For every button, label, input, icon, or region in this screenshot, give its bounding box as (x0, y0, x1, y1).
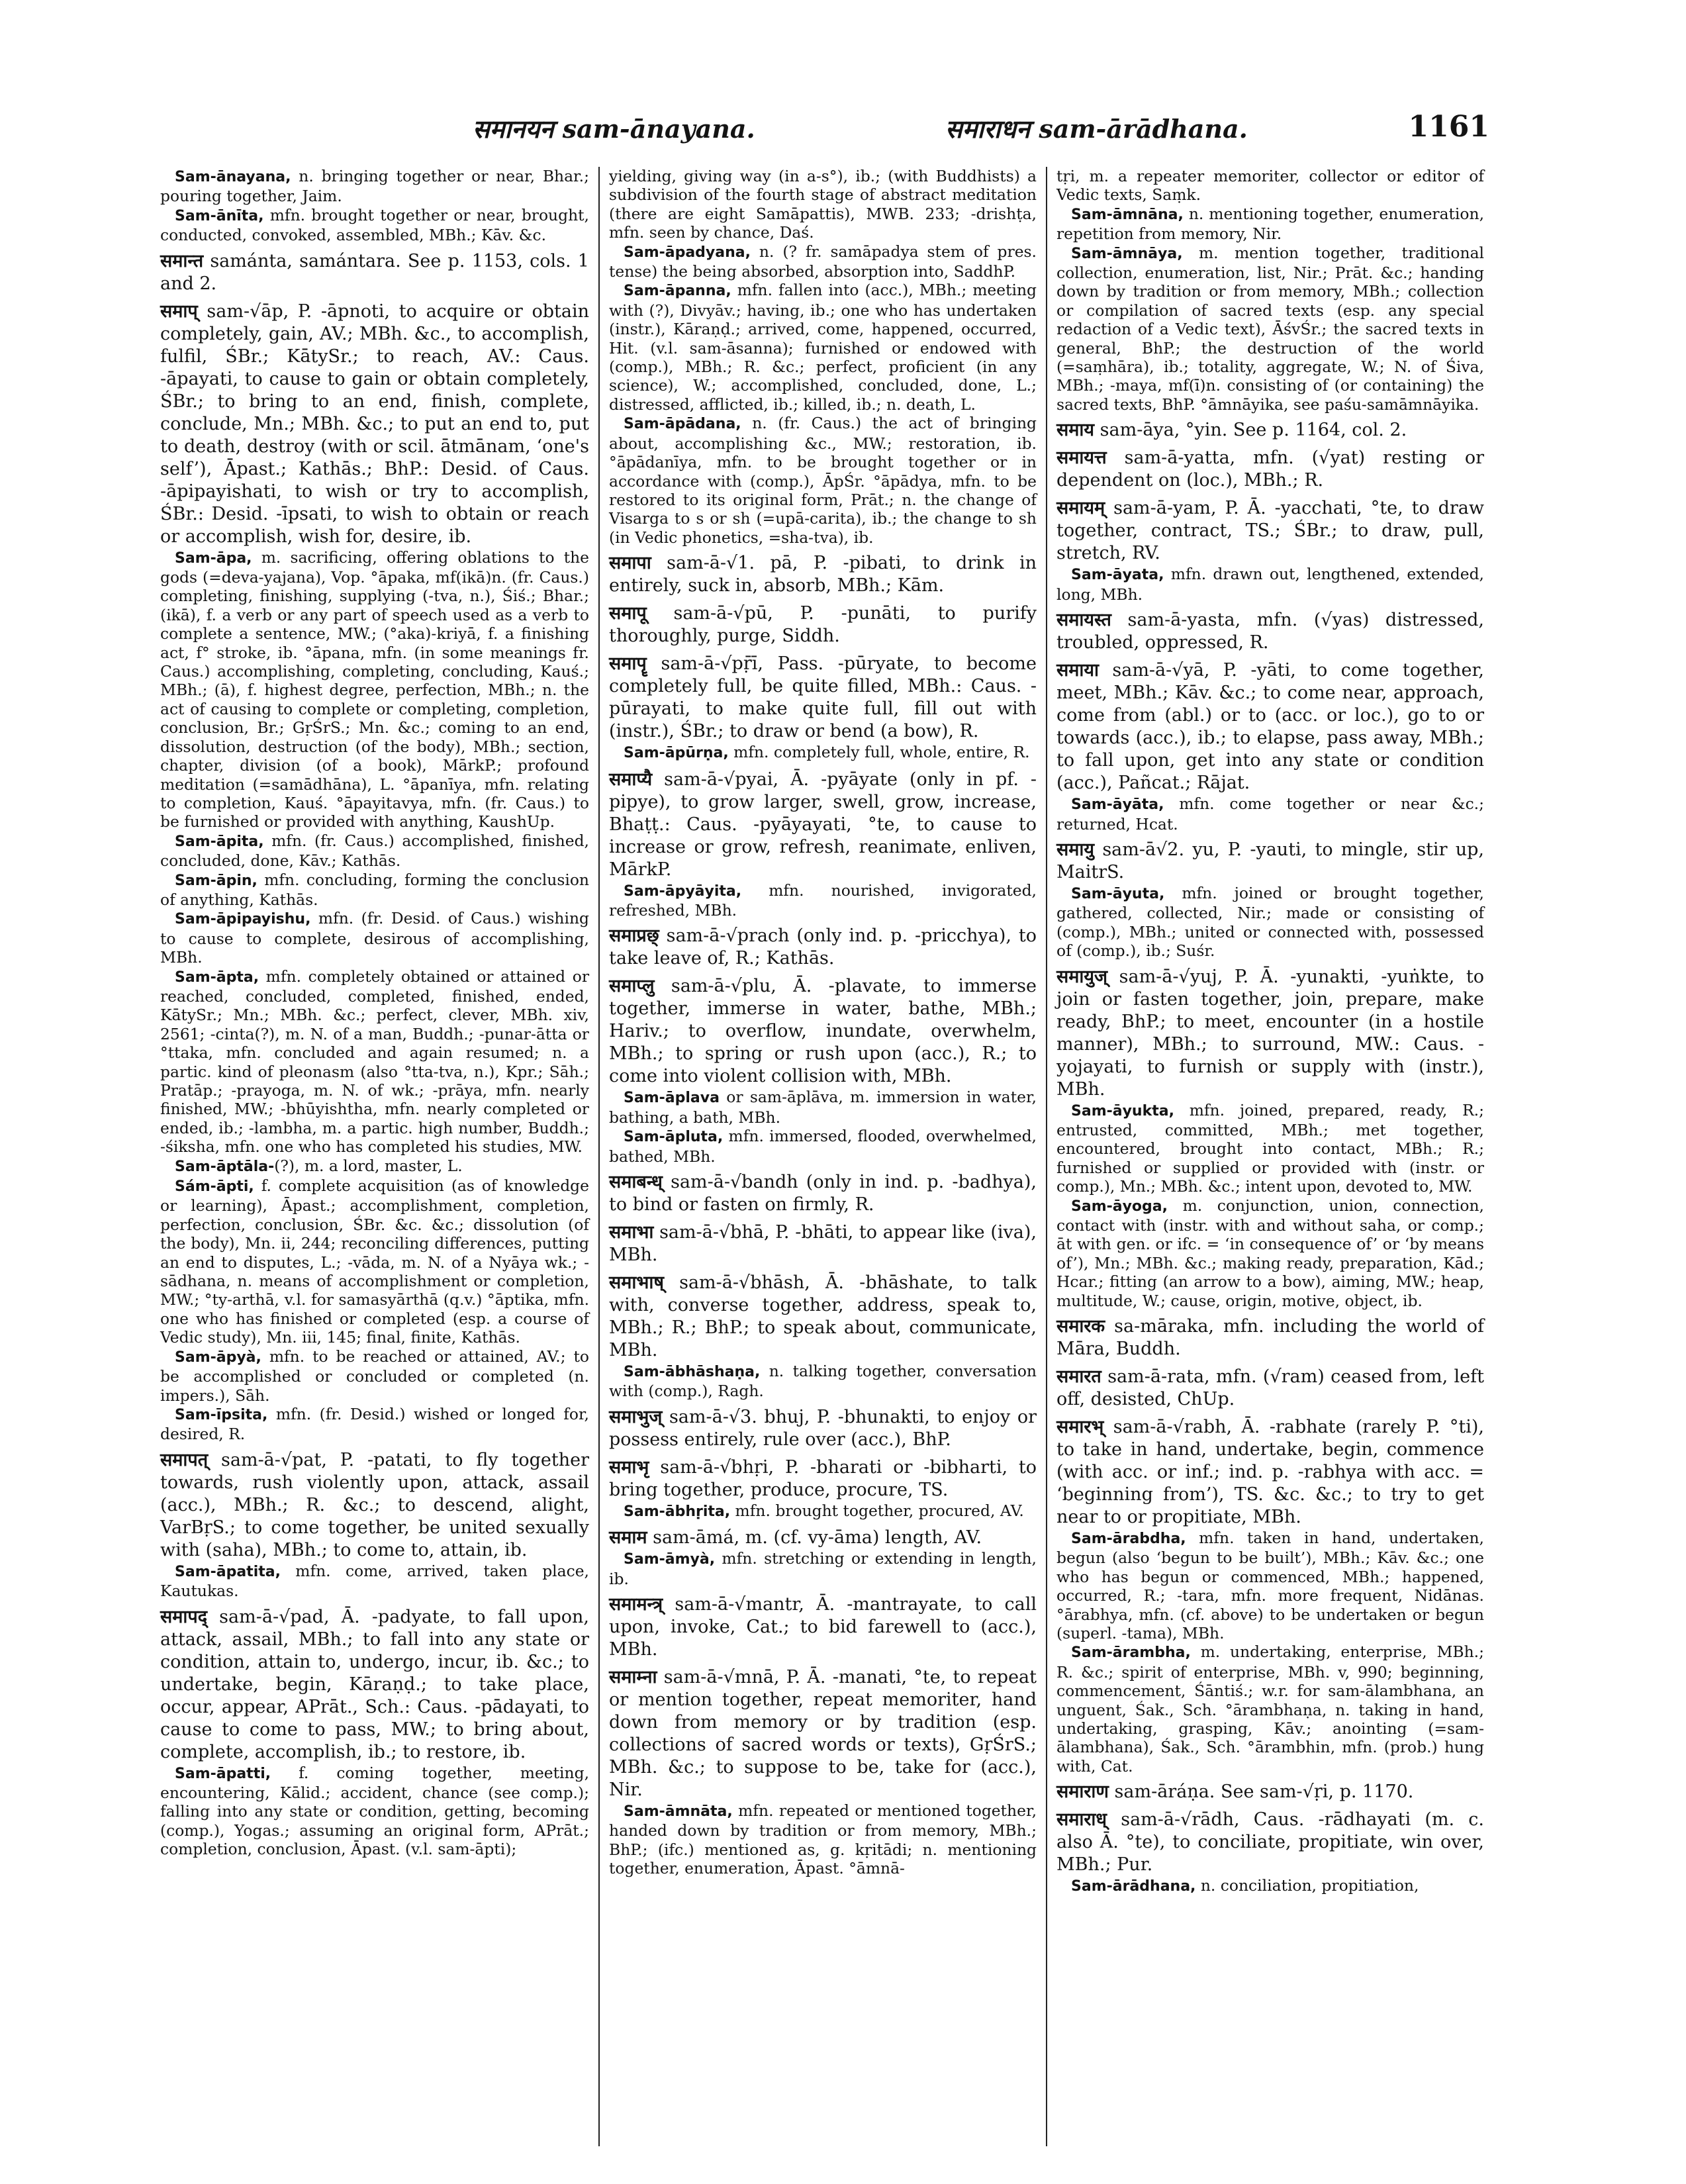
headword: Sam-ānayana, (175, 169, 291, 185)
entry-text: sam-ā-yatta, mfn. (√yat) resting or dependent on (loc.), MBh.; R. (1056, 448, 1484, 491)
entry-text: mfn. come, arrived, taken place, Kautukas. (160, 1561, 589, 1601)
root-entry (1056, 497, 1484, 565)
entry-text: sam-ā-√bhṛi, P. -bharati or -bibharti, to bring together, produce, procure, TS. (609, 1456, 1037, 1500)
headword: Sam-āpādana, (624, 416, 741, 433)
devanagari-headword: समाराण (1056, 1781, 1109, 1803)
devanagari-headword: समायत्त (1056, 448, 1107, 469)
root-entry (1056, 1366, 1484, 1411)
devanagari-headword: समाराध् (1056, 1809, 1107, 1830)
entry-text: sam-ā-yam, P. Ā. -yacchati, °te, to draw together, contract, TS.; ŚBr.; to draw, pull, stretch, RV. (1056, 498, 1484, 564)
devanagari-headword: समारत (1056, 1366, 1101, 1387)
devanagari-headword: समाप्लु (609, 976, 655, 997)
headword: Sam-āmnāta, (624, 1803, 733, 1820)
root-entry (1056, 1781, 1484, 1803)
entry-text: mfn. nourished, invigorated, refreshed, MBh. (609, 880, 1037, 920)
headword: Sam-īpsita, (175, 1406, 268, 1423)
entry-text: sa-māraka, mfn. including the world of Māra, Buddh. (1056, 1316, 1484, 1359)
entry-text: mfn. joined, prepared, ready, R.; entrusted, committed, MBh.; met together, encountered, brought into contact, MBh.; R.; furnished or supplied or provided with (instr. or comp.), Mn.; MBh. &c.; intent upon, devoted to, MW. (1056, 1100, 1484, 1196)
headword: Sam-āpa, (175, 549, 252, 567)
headword: Sam-āyukta, (1071, 1102, 1174, 1119)
entry-text: (?), m. a lord, master, L. (274, 1156, 463, 1175)
entry-text: sam-ā-yasta, mfn. (√yas) distressed, troubled, oppressed, R. (1056, 610, 1484, 653)
devanagari-headword: समाय (1056, 420, 1095, 441)
root-entry (609, 769, 1037, 881)
headword: Sam-āpatita, (175, 1563, 281, 1580)
headword: Sam-āpadyana, (624, 244, 751, 261)
entry-text: mfn. (fr. Caus.) accomplished, finished, concluded, done, Kāv.; Kathās. (160, 831, 589, 871)
entry-text: sam-ā-√prach (only ind. p. -pricchya), to take leave of, R.; Kathās. (609, 926, 1037, 969)
headword: Sám-āpti, (175, 1178, 254, 1196)
entry-text: sam-ā-√pad, Ā. -padyate, to fall upon, attack, assail, MBh.; to fall into any state or condition, attain to, undergo, incur, ib. &c.; to undertake, begin, Kāraṇḍ.; to take place, occur, appear, APrāt., Sch.: Caus. -pādayati, to cause to come to pass, MW.; to bring about, complete, accomplish, ib.; to restore, ib. (160, 1606, 589, 1762)
dictionary-entry (1056, 1196, 1484, 1310)
dictionary-entry (160, 1157, 589, 1176)
entry-text: mfn. come together or near &c.; returned, Hcat. (1056, 794, 1484, 833)
dictionary-entry (609, 414, 1037, 547)
entry-text: n. conciliation, propitiation, (1195, 1876, 1419, 1895)
entry-text: f. complete acquisition (as of knowledge or learning), Āpast.; accomplishment, completion, perfection, conclusion, ŚBr. &c. &c.; dissolution (of the body), Mn. ii, 244; reconciling differences, putting an end to disputes, L.; -vāda, m. N. of a Nyāya wk.; -sādhana, n. means of accomplishment or completion, MW.; °ty-arthā, v.l. for samasyārthā (q.v.) °āptika, mfn. one who has finished or completed (esp. a course of Vedic study), Mn. iii, 145; final, finite, Kathās. (160, 1176, 589, 1347)
column-2 (598, 167, 1046, 2146)
entry-text: sam-āráṇa. See sam-√ṛi, p. 1170. (1108, 1781, 1414, 1803)
headword: Sam-āyoga, (1071, 1198, 1168, 1215)
entry-text: yielding, giving way (in a-s°), ib.; (with Buddhists) a subdivision of the fourth stage of abstract meditation (there are eight Samāpattis), MWB. 233; -drishṭa, mfn. seen by chance, Daś. (609, 167, 1037, 242)
headword: Sam-āyata, (1071, 567, 1164, 584)
dictionary-entry (160, 167, 589, 206)
headword: Sam-ārabdha, (1071, 1531, 1186, 1547)
entry-text: sam-ā-√pū, P. -punāti, to purify thoroughly, purge, Siddh. (609, 603, 1037, 647)
headword: Sam-āyāta, (1071, 796, 1164, 814)
entry-text: or sam-āplāva, m. immersion in water, bathing, a bath, MBh. (609, 1088, 1037, 1127)
root-entry (609, 1456, 1037, 1501)
dictionary-entry (160, 548, 589, 831)
headword: Sam-āyuta, (1071, 885, 1165, 902)
devanagari-headword: समाप् (160, 301, 198, 322)
headword: Sam-āpatti, (175, 1765, 271, 1782)
headword: Sam-āpin, (175, 872, 258, 889)
devanagari-headword: समामन्त्र् (609, 1594, 663, 1615)
dictionary-entry (1056, 1529, 1484, 1642)
entry-text: sam-ā-rata, mfn. (√ram) ceased from, left off, desisted, ChUp. (1056, 1366, 1484, 1409)
root-entry (1056, 1416, 1484, 1529)
dictionary-entry (609, 1549, 1037, 1588)
entry-text: sam-ā-√plu, Ā. -plavate, to immerse together, immerse in water, bathe, MBh.; Hariv.; to overflow, inundate, overwhelm, MBh.; to spring or rush upon (acc.), R.; to come into violent collision with, MBh. (609, 976, 1037, 1087)
entry-text: m. sacrificing, offering oblations to the gods (=deva-yajana), Vop. °āpaka, mf(ikā)n. (fr. Caus.) completing, finishing, supplying (-tva, n.), Śiś.; Bhar.; (ikā), f. a verb or any part of speech used as a verb to complete a sentence, MW.; (°aka)-kriyā, f. a finishing act, f° stroke, ib. °āpana, mfn. (in some meanings fr. Caus.) accomplishing, completing, concluding, Kauś.; MBh.; (ā), f. highest degree, perfection, MBh.; n. the act of causing to complete or completing, completion, conclusion, Br.; GṛŚrS.; Mn. &c.; coming to an end, dissolution, destruction (of the body), MBh.; section, chapter, division (of a book), MārkP.; profound meditation (=samādhāna), L. °āpanīya, mfn. relating to completion, Kauś. °āpayitavya, mfn. (fr. Caus.) to be furnished or provided with anything, KaushUp. (160, 547, 589, 831)
dictionary-entry (609, 1801, 1037, 1878)
devanagari-headword: समाम (609, 1527, 647, 1548)
entry-text: mfn. brought together, procured, AV. (730, 1501, 1024, 1520)
entry-text: mfn. drawn out, lengthened, extended, long, MBh. (1056, 565, 1484, 604)
dictionary-entry (160, 1347, 589, 1405)
headword: Sam-āpipayishu, (175, 911, 311, 928)
dictionary-entry (609, 743, 1037, 763)
entry-text: sam-ā-√bandh (only in ind. p. -badhya), to bind or fasten on firmly, R. (609, 1171, 1037, 1215)
root-entry (1056, 659, 1484, 794)
devanagari-headword: समायु (1056, 839, 1095, 860)
dictionary-entry (609, 242, 1037, 281)
dictionary-entry (1056, 1876, 1484, 1896)
entry-text: sam-ā-√mnā, P. Ā. -manati, °te, to repeat or mention together, repeat memoriter, hand down from memory or by tradition (esp. collections of sacred words or texts), GṛŚrS.; MBh. &c.; to suppose to be, take for (acc.), Nir. (609, 1667, 1037, 1800)
dictionary-entry (1056, 244, 1484, 414)
entry-text: sam-ā-√rādh, Caus. -rādhayati (m. c. also Ā. °te), to conciliate, propitiate, win over, MBh.; Pur. (1056, 1809, 1484, 1875)
entry-text: mfn. taken in hand, undertaken, begun (also ‘begun to be built’), MBh.; Kāv. &c.; one who has begun or commenced, MBh.; happened, occurred, R.; -tara, mfn. more frequent, Nidānas. °ārabhya, mfn. (cf. above) to be undertaken or begun (superl. -tama), MBh. (1056, 1529, 1484, 1643)
devanagari-headword: समाभुज् (609, 1406, 663, 1427)
entry-text: sam-ā-√3. bhuj, P. -bhunakti, to enjoy or possess entirely, rule over (acc.), BhP. (609, 1406, 1037, 1450)
devanagari-headword: समायुज् (1056, 966, 1108, 987)
headword: Sam-āpita, (175, 833, 264, 850)
root-entry (609, 602, 1037, 647)
root-entry (1056, 1315, 1484, 1360)
dictionary-entry (160, 1176, 589, 1347)
root-entry (160, 1606, 589, 1764)
entry-text: n. bringing together or near, Bhar.; pouring together, Jaim. (160, 167, 589, 206)
headword: Sam-āmyà, (624, 1551, 716, 1568)
entry-text: sam-ā-√pṝī, Pass. -pūryate, to become completely full, be quite filled, MBh.: Caus. -pūrayati, to make quite full, fill out with (instr.), ŚBr.; to draw or bend (a bow), R. (609, 653, 1037, 742)
root-entry (1056, 1809, 1484, 1876)
text-columns (151, 167, 1495, 2146)
entry-text: mfn. repeated or mentioned together, handed down by tradition or from memory, MBh.; BhP.; (ifc.) mentioned as, g. kṛitādi; n. mentioning together, enumeration, Āpast. °āmnā- (609, 1801, 1037, 1878)
dictionary-entry (160, 1562, 589, 1601)
headword: Sam-ānīta, (175, 207, 264, 224)
headword: Sam-ābhṛita, (624, 1503, 731, 1520)
dictionary-entry (609, 167, 1037, 242)
entry-text: n. (? fr. samāpadya stem of pres. tense) the being absorbed, absorption into, SaddhP. (609, 242, 1037, 281)
header-right-guideword: समाराधन sam-ārādhana. (945, 114, 1248, 144)
root-entry (609, 1272, 1037, 1362)
dictionary-entry (609, 881, 1037, 920)
root-entry (609, 1666, 1037, 1801)
dictionary-entry (609, 281, 1037, 414)
headword: Sam-āpta, (175, 969, 259, 986)
page-number: 1161 (1408, 110, 1489, 144)
dictionary-entry (1056, 565, 1484, 604)
root-entry (1056, 966, 1484, 1101)
dictionary-entry (1056, 167, 1484, 205)
entry-text: mfn. (fr. Desid. of Caus.) wishing to cause to complete, desirous of accomplishing, MBh. (160, 909, 589, 967)
entry-text: sam-ā-√yā, P. -yāti, to come together, meet, MBh.; Kāv. &c.; to come near, approach, come from (abl.) or to (acc. or loc.), go to or towards (acc.), ib.; to elapse, pass away, MBh.; to fall upon, get into any state or condition (acc.), Pañcat.; Rājat. (1056, 660, 1484, 794)
devanagari-headword: समान्त (160, 250, 204, 271)
headword: Sam-āplava (624, 1090, 720, 1107)
devanagari-headword: समापत् (160, 1449, 209, 1470)
entry-text: sam-ā-√pyai, Ā. -pyāyate (only in pf. -pipye), to grow larger, swell, grow, increase, Bhaṭṭ.: Caus. -pyāyayati, °te, to cause to increase or grow, refresh, reanimate, enliven, MārkP. (609, 769, 1037, 880)
root-entry (609, 1221, 1037, 1266)
root-entry (609, 975, 1037, 1088)
headword: Sam-āpyà, (175, 1349, 261, 1366)
root-entry (160, 1449, 589, 1562)
root-entry (1056, 447, 1484, 492)
root-entry (609, 653, 1037, 743)
headword: Sam-āmnāna, (1071, 206, 1184, 223)
devanagari-headword: समापा (609, 553, 651, 574)
entry-text: samánta, samántara. See p. 1153, cols. 1 and 2. (160, 250, 589, 294)
devanagari-headword: समापू (609, 603, 647, 624)
entry-text: sam-√āp, P. -āpnoti, to acquire or obtain completely, gain, AV.; MBh. &c., to accomplish, fulfil, ŚBr.; KātySr.; to reach, AV.: Caus. -āpayati, to cause to gain or obtain completely, ŚBr.; to bring to an end, finish, complete, conclude, Mn.; MBh. &c.; to put an end to, put to death, destroy (with or scil. ātmānam, ‘one's self’), Āpast.; Kathās.; BhP.: Desid. of Caus. -āpipayishati, to wish or try to accomplish, ŚBr.: Desid. -īpsati, to wish to obtain or reach or accomplish, wish for, desire, ib. (160, 301, 589, 547)
dictionary-entry (1056, 1642, 1484, 1776)
dictionary-entry (160, 967, 589, 1157)
headword: Sam-āpanna, (624, 283, 731, 300)
entry-text: mfn. fallen into (acc.), MBh.; meeting with (?), Divyāv.; having, ib.; one who has undertaken (instr.), Kāraṇḍ.; arrived, come, happened, occurred, Hit. (v.l. sam-āsanna); furnished or endowed with (comp.), MBh.; R. &c.; perfect, proficient (in any science), W.; accomplished, concluded, done, L.; distressed, afflicted, ib.; killed, ib.; n. death, L. (609, 281, 1037, 414)
entry-text: sam-ā-√yuj, P. Ā. -yunakti, -yuṅkte, to join or fasten together, join, prepare, make ready, BhP.; to meet, encounter (in a hostile manner), MBh.; to surround, MW.: Caus. -yojayati, to furnish or supply with (instr.), MBh. (1056, 966, 1484, 1100)
headword: Sam-āpūrṇa, (624, 745, 729, 762)
dictionary-entry (1056, 205, 1484, 244)
column-3 (1046, 167, 1493, 2146)
devanagari-headword: समायम् (1056, 498, 1105, 519)
headword: Sam-ābhāshaṇa, (624, 1363, 761, 1380)
headword: Sam-āpluta, (624, 1129, 724, 1146)
entry-text: mfn. stretching or extending in length, ib. (609, 1549, 1037, 1588)
entry-text: sam-ā-√mantr, Ā. -mantrayate, to call upon, invoke, Cat.; to bid farewell to (acc.), MBh. (609, 1594, 1037, 1660)
dictionary-entry (1056, 884, 1484, 961)
entry-text: n. mentioning together, enumeration, repetition from memory, Nir. (1056, 204, 1484, 244)
root-entry (609, 552, 1037, 597)
column-1 (151, 167, 598, 2146)
root-entry (1056, 839, 1484, 884)
entry-text: sam-ā-√pat, P. -patati, to fly together towards, rush violently upon, attack, assail (acc.), MBh.; R. &c.; to descend, alight, VarBṛS.; to come together, be united sexually with (saha), MBh.; to come to, attain, ib. (160, 1449, 589, 1560)
entry-text: tṛi, m. a repeater memoriter, collector or editor of Vedic texts, Saṃk. (1056, 167, 1484, 205)
entry-text: sam-ā-√rabh, Ā. -rabhate (rarely P. °ti), to take in hand, undertake, begin, commence (with acc. or inf.; ind. p. -rabhya with acc. = ‘beginning from’), TS. &c. &c.; to try to get near to or propitiate, MBh. (1056, 1417, 1484, 1527)
entry-text: m. undertaking, enterprise, MBh.; R. &c.; spirit of enterprise, MBh. v, 990; beginning, commencement, Śāntiś.; w.r. for sam-ālambhana, an unguent, Śak., Sch. °ārambhaṇa, n. taking in hand, undertaking, grasping, Kāv.; anointing (=sam-ālambhana), Śak., Sch. °ārambhin, mfn. (prob.) hung with, Cat. (1056, 1642, 1484, 1776)
devanagari-headword: समापद् (160, 1606, 208, 1627)
devanagari-headword: समाभृ (609, 1456, 649, 1478)
devanagari-headword: समारक (1056, 1316, 1105, 1337)
entry-text: mfn. brought together or near, brought, conducted, convoked, assembled, MBh.; Kāv. &c. (160, 205, 589, 245)
devanagari-headword: समाभाष् (609, 1272, 664, 1293)
dictionary-entry (160, 1405, 589, 1444)
entry-text: sam-āya, °yin. See p. 1164, col. 2. (1094, 420, 1407, 441)
headword: Sam-ārambha, (1071, 1644, 1191, 1662)
entry-text: sam-ā-√bhāsh, Ā. -bhāshate, to talk with, converse together, address, speak to, MBh.; R.; BhP.; to speak about, communicate, MBh. (609, 1272, 1037, 1360)
entry-text: mfn. completely obtained or attained or reached, concluded, completed, finished, ended, KātySr.; Mn.; MBh. &c.; perfect, clever, MBh. xiv, 2561; -cinta(?), m. N. of a man, Buddh.; -punar-ātta or °ttaka, mfn. concluded and again resumed; n. a partic. kind of pleonasm (also °tta-tva, n.), Kpr.; Sāh.; Pratāp.; -prayoga, m. N. of wk.; -prāya, mfn. nearly finished, MW.; -bhūyishtha, mfn. nearly completed or ended, ib.; -lambha, m. a partic. high number, Buddh.; -śiksha, mfn. one who has completed his studies, MW. (160, 967, 589, 1157)
root-entry (1056, 609, 1484, 654)
root-entry (609, 925, 1037, 970)
devanagari-headword: समाभा (609, 1221, 654, 1243)
entry-text: sam-ā-√bhā, P. -bhāti, to appear like (iva), MBh. (609, 1221, 1037, 1265)
devanagari-headword: समाप्रछ् (609, 926, 659, 947)
dictionary-entry (160, 909, 589, 967)
devanagari-headword: समारभ् (1056, 1417, 1104, 1437)
entry-text: m. mention together, traditional collection, enumeration, list, Nir.; Prāt. &c.; handing down by tradition or from memory, MBh.; collection or compilation of sacred texts (esp. any special redaction of a Vedic text), ĀśvŚr.; the sacred texts in general, BhP.; the destruction of the world (=saṃhāra), ib.; totality, aggregate, W.; N. of Śiva, MBh.; -maya, mf(ī)n. consisting of (or containing) the sacred texts, BhP. °āmnāyika, see paśu-samāmnāyika. (1056, 243, 1484, 414)
dictionary-entry (160, 1764, 589, 1859)
entry-text: mfn. concluding, forming the conclusion of anything, Kathās. (160, 870, 589, 909)
page-header (152, 111, 1503, 158)
dictionary-entry (160, 831, 589, 871)
entry-text: sam-ā-√1. pā, P. -pibati, to drink in entirely, suck in, absorb, MBh.; Kām. (609, 553, 1037, 596)
entry-text: mfn. completely full, whole, entire, R. (728, 743, 1030, 762)
entry-text: sam-āmá, m. (cf. vy-āma) length, AV. (647, 1527, 982, 1548)
root-entry (160, 301, 589, 548)
dictionary-entry (160, 871, 589, 910)
dictionary-entry (1056, 1101, 1484, 1196)
dictionary-entry (609, 1127, 1037, 1166)
entry-text: sam-ā√2. yu, P. -yauti, to mingle, stir up, MaitrS. (1056, 839, 1484, 882)
headword: Sam-āpyāyita, (624, 882, 742, 900)
headword: Sam-āmnāya, (1071, 245, 1183, 262)
devanagari-headword: समाया (1056, 660, 1100, 681)
header-left-guideword: समानयन sam-ānayana. (473, 114, 755, 144)
dictionary-entry (609, 1501, 1037, 1521)
root-entry (609, 1171, 1037, 1216)
root-entry (160, 250, 589, 295)
root-entry (1056, 419, 1484, 442)
devanagari-headword: समापॄ (609, 653, 647, 675)
entry-text: f. coming together, meeting, encountering, Kālid.; accident, chance (see comp.); falling into any state or condition, getting, becoming (comp.), Yogas.; assuming an original form, APrāt.; completion, conclusion, Āpast. (v.l. sam-āpti); (160, 1763, 589, 1859)
entry-text: mfn. to be reached or attained, AV.; to be accomplished or concluded or completed (n. impers.), Sāh. (160, 1347, 589, 1405)
entry-text: mfn. immersed, flooded, overwhelmed, bathed, MBh. (609, 1127, 1037, 1166)
dictionary-entry (160, 206, 589, 245)
dictionary-entry (609, 1088, 1037, 1127)
entry-text: n. (fr. Caus.) the act of bringing about, accomplishing &c., MW.; restoration, ib. °āpādanīya, mfn. to be brought together or in accordance with (comp.), ĀpŚr. °āpādya, mfn. to be restored to its original form, Prāt.; n. the change of Visarga to s or sh (=upā-carita), ib.; the change to sh (in Vedic phonetics, =sha-tva), ib. (609, 414, 1037, 547)
entry-text: m. conjunction, union, connection, contact with (instr. with and without saha, or comp.; āt with gen. or ifc. = ‘in consequence of’ or ‘by means of’), Mn.; MBh. &c.; making ready, preparation, Kād.; Hcar.; fitting (an arrow to a bow), aiming, MW.; heap, multitude, W.; cause, origin, motive, object, ib. (1056, 1196, 1484, 1310)
entry-text: mfn. (fr. Desid.) wished or longed for, desired, R. (160, 1404, 589, 1444)
root-entry (609, 1527, 1037, 1549)
headword: Sam-ārādhana, (1071, 1878, 1196, 1895)
root-entry (609, 1593, 1037, 1661)
dictionary-entry (1056, 794, 1484, 833)
devanagari-headword: समाप्यै (609, 769, 653, 790)
devanagari-headword: समायस्त (1056, 610, 1111, 631)
headword: Sam-āptāla- (175, 1158, 275, 1175)
devanagari-headword: समाबन्ध् (609, 1171, 663, 1192)
entry-text: mfn. joined or brought together, gathered, collected, Nir.; made or consisting of (comp.), MBh.; united or connected with, possessed of (comp.), ib.; Suśr. (1056, 883, 1484, 961)
entry-text: n. talking together, conversation with (comp.), Ragh. (609, 1361, 1037, 1401)
devanagari-headword: समाम्ना (609, 1667, 657, 1687)
root-entry (609, 1406, 1037, 1451)
dictionary-entry (609, 1362, 1037, 1401)
